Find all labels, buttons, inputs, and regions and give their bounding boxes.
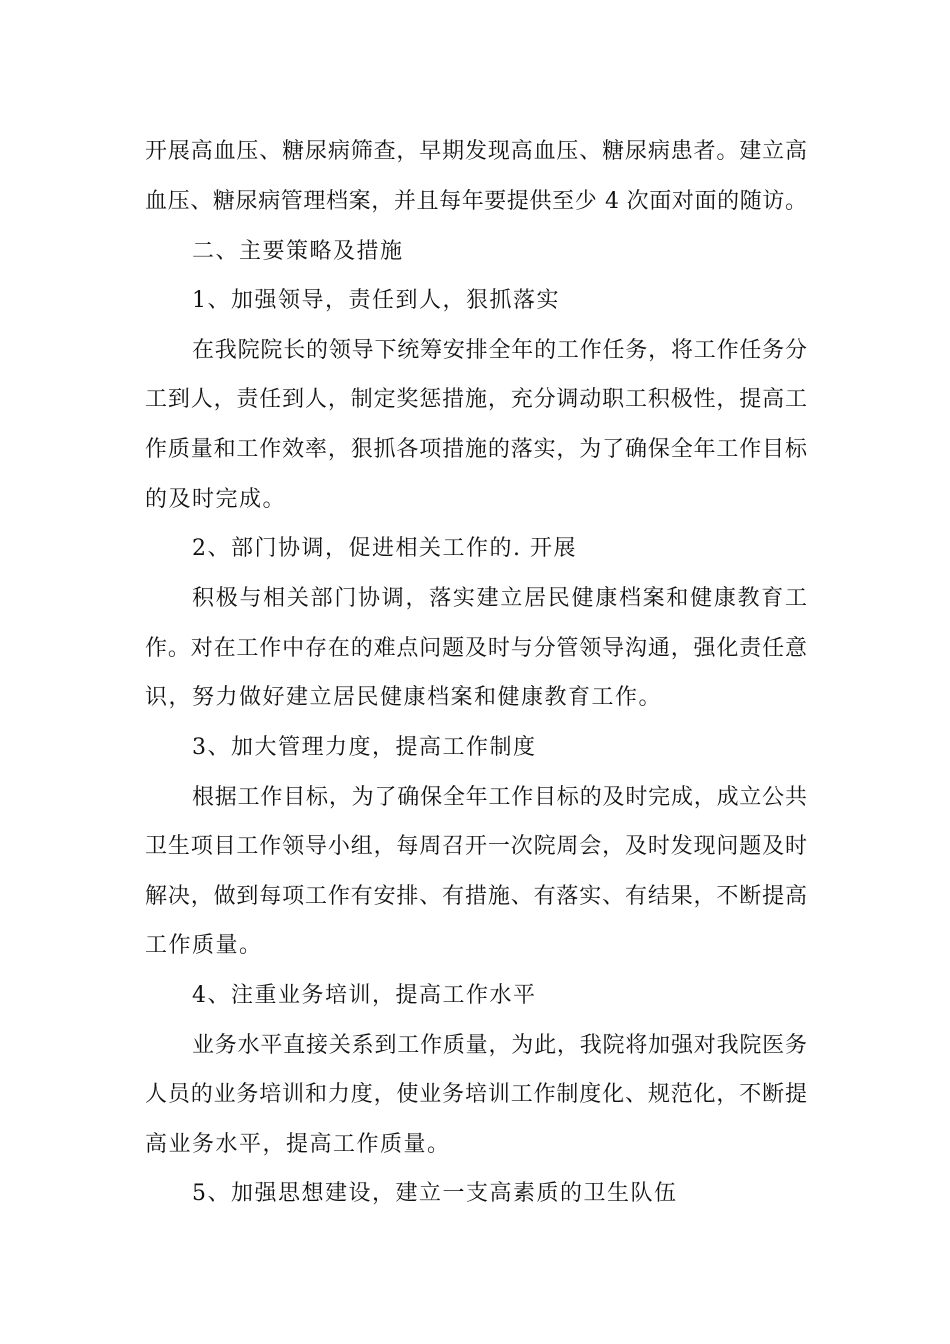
body-text-line: 作质量和工作效率，狠抓各项措施的落实，为了确保全年工作目标: [145, 437, 807, 462]
body-text-line: 人员的业务培训和力度，使业务培训工作制度化、规范化，不断提: [145, 1082, 807, 1107]
subsection-heading: 1、加强领导，责任到人，狠抓落实: [192, 288, 560, 313]
section-heading: 二、主要策略及措施: [192, 239, 404, 264]
subsection-heading: 4、注重业务培训，提高工作水平: [192, 983, 537, 1008]
body-text-line: 高业务水平，提高工作质量。: [145, 1132, 451, 1157]
body-text-line: 解决，做到每项工作有安排、有措施、有落实、有结果，不断提高: [145, 884, 807, 909]
body-text-line: 血压、糖尿病管理档案，并且每年要提供至少 4 次面对面的随访。: [145, 189, 807, 214]
body-text-line: 根据工作目标，为了确保全年工作目标的及时完成，成立公共: [192, 785, 807, 810]
body-text-line: 识，努力做好建立居民健康档案和健康教育工作。: [145, 685, 663, 710]
subsection-heading: 2、部门协调，促进相关工作的. 开展: [192, 536, 577, 561]
body-text-line: 业务水平直接关系到工作质量，为此，我院将加强对我院医务: [192, 1033, 807, 1058]
body-text-line: 开展高血压、糖尿病筛查，早期发现高血压、糖尿病患者。建立高: [145, 139, 807, 164]
subsection-heading: 3、加大管理力度，提高工作制度: [192, 735, 537, 760]
body-text-line: 工作质量。: [145, 933, 263, 958]
body-text-line: 工到人，责任到人，制定奖惩措施，充分调动职工积极性，提高工: [145, 387, 807, 412]
body-text-line: 在我院院长的领导下统筹安排全年的工作任务，将工作任务分: [192, 338, 807, 363]
body-text-line: 积极与相关部门协调，落实建立居民健康档案和健康教育工: [192, 586, 807, 611]
body-text-line: 卫生项目工作领导小组，每周召开一次院周会，及时发现问题及时: [145, 834, 807, 859]
body-text-line: 作。对在工作中存在的难点问题及时与分管领导沟通，强化责任意: [145, 636, 807, 661]
body-text-line: 的及时完成。: [145, 487, 287, 512]
subsection-heading: 5、加强思想建设，建立一支高素质的卫生队伍: [192, 1181, 678, 1206]
